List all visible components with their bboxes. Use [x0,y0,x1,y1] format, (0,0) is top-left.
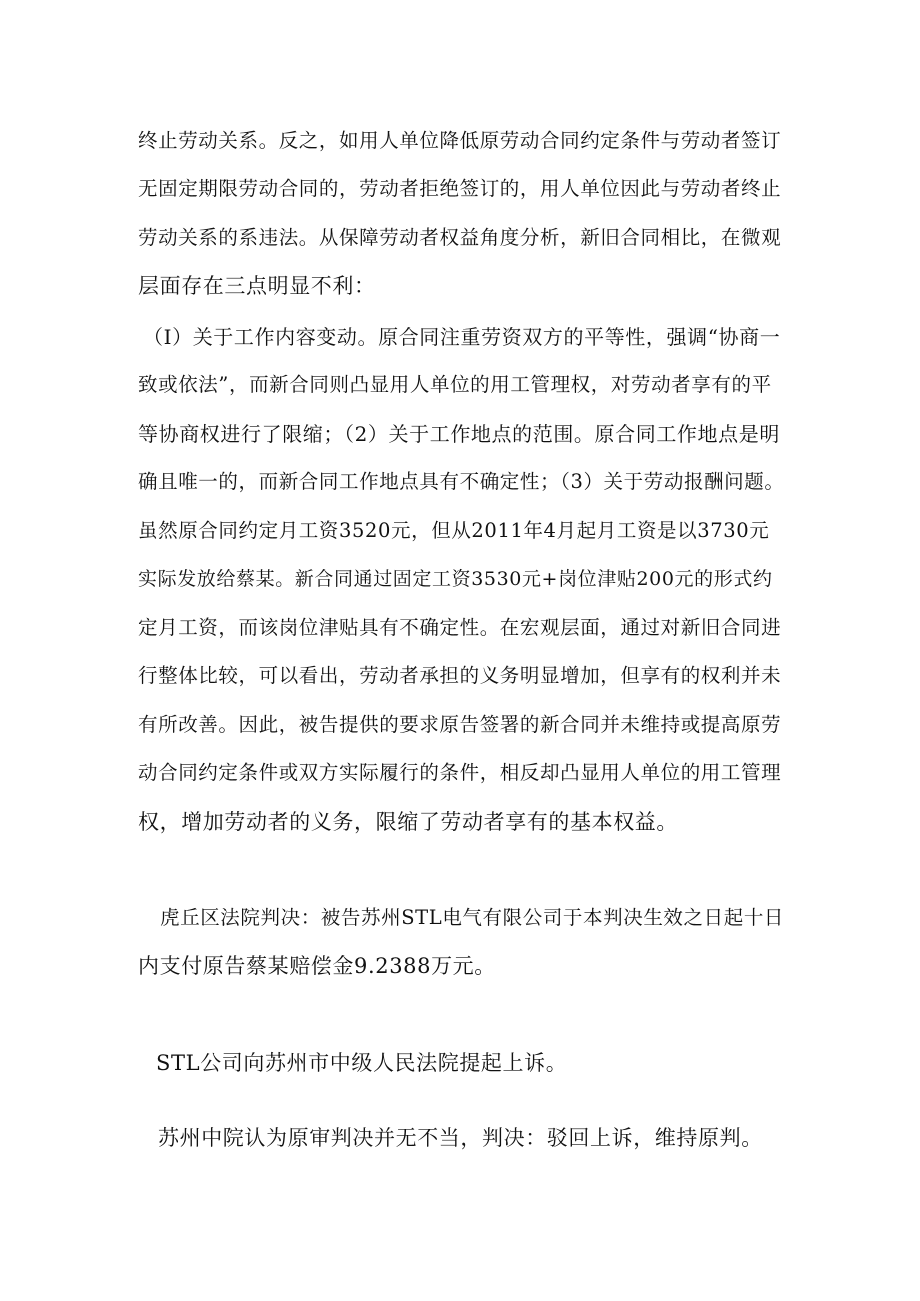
text-line: 虎丘区法院判决：被告苏州STL电气有限公司于本判决生效之日起十日 [160,906,785,929]
text-line: 实际发放给蔡某。新合同通过固定工资3530元+岗位津贴200元的形式约 [138,568,773,590]
text-line: 动合同约定条件或双方实际履行的条件，相反却凸显用人单位的用工管理 [138,761,782,784]
text-line: 行整体比较，可以看出，劳动者承担的义务明显增加，但享有的权利并未 [138,664,782,687]
text-line: 层面存在三点明显不利： [138,274,376,298]
text-line: 劳动关系的系违法。从保障劳动者权益角度分析，新旧合同相比，在微观 [138,226,782,249]
text-line: 定月工资，而该岗位津贴具有不确定性。在宏观层面，通过对新旧合同进 [138,616,782,639]
text-line: （I）关于工作内容变动。原合同注重劳资双方的平等性，强调“协商一 [143,325,781,349]
text-line: 终止劳动关系。反之，如用人单位降低原劳动合同约定条件与劳动者签订 [138,129,782,152]
text-line: 苏州中院认为原审判决并无不当，判决：驳回上诉，维持原判。 [158,1126,763,1150]
text-line: 权，增加劳动者的义务，限缩了劳动者享有的基本权益。 [138,810,678,834]
text-line: STL公司向苏州市中级人民法院提起上诉。 [156,1051,568,1075]
text-line: 致或依法”，而新合同则凸显用人单位的用工管理权，对劳动者享有的平 [138,373,772,396]
text-line: 有所改善。因此，被告提供的要求原告签署的新合同并未维持或提高原劳 [138,713,782,736]
text-line: 无固定期限劳动合同的，劳动者拒绝签订的，用人单位因此与劳动者终止 [138,177,782,200]
text-line: 等协商权进行了限缩；（2）关于工作地点的范围。原合同工作地点是明 [138,422,780,446]
text-line: 虽然原合同约定月工资3520元，但从2011年4月起月工资是以3730元 [138,519,770,542]
text-line: 确且唯一的，而新合同工作地点具有不确定性；（3）关于劳动报酬问题。 [138,470,785,493]
text-line: 内支付原告蔡某赔偿金9.2388万元。 [138,954,496,978]
